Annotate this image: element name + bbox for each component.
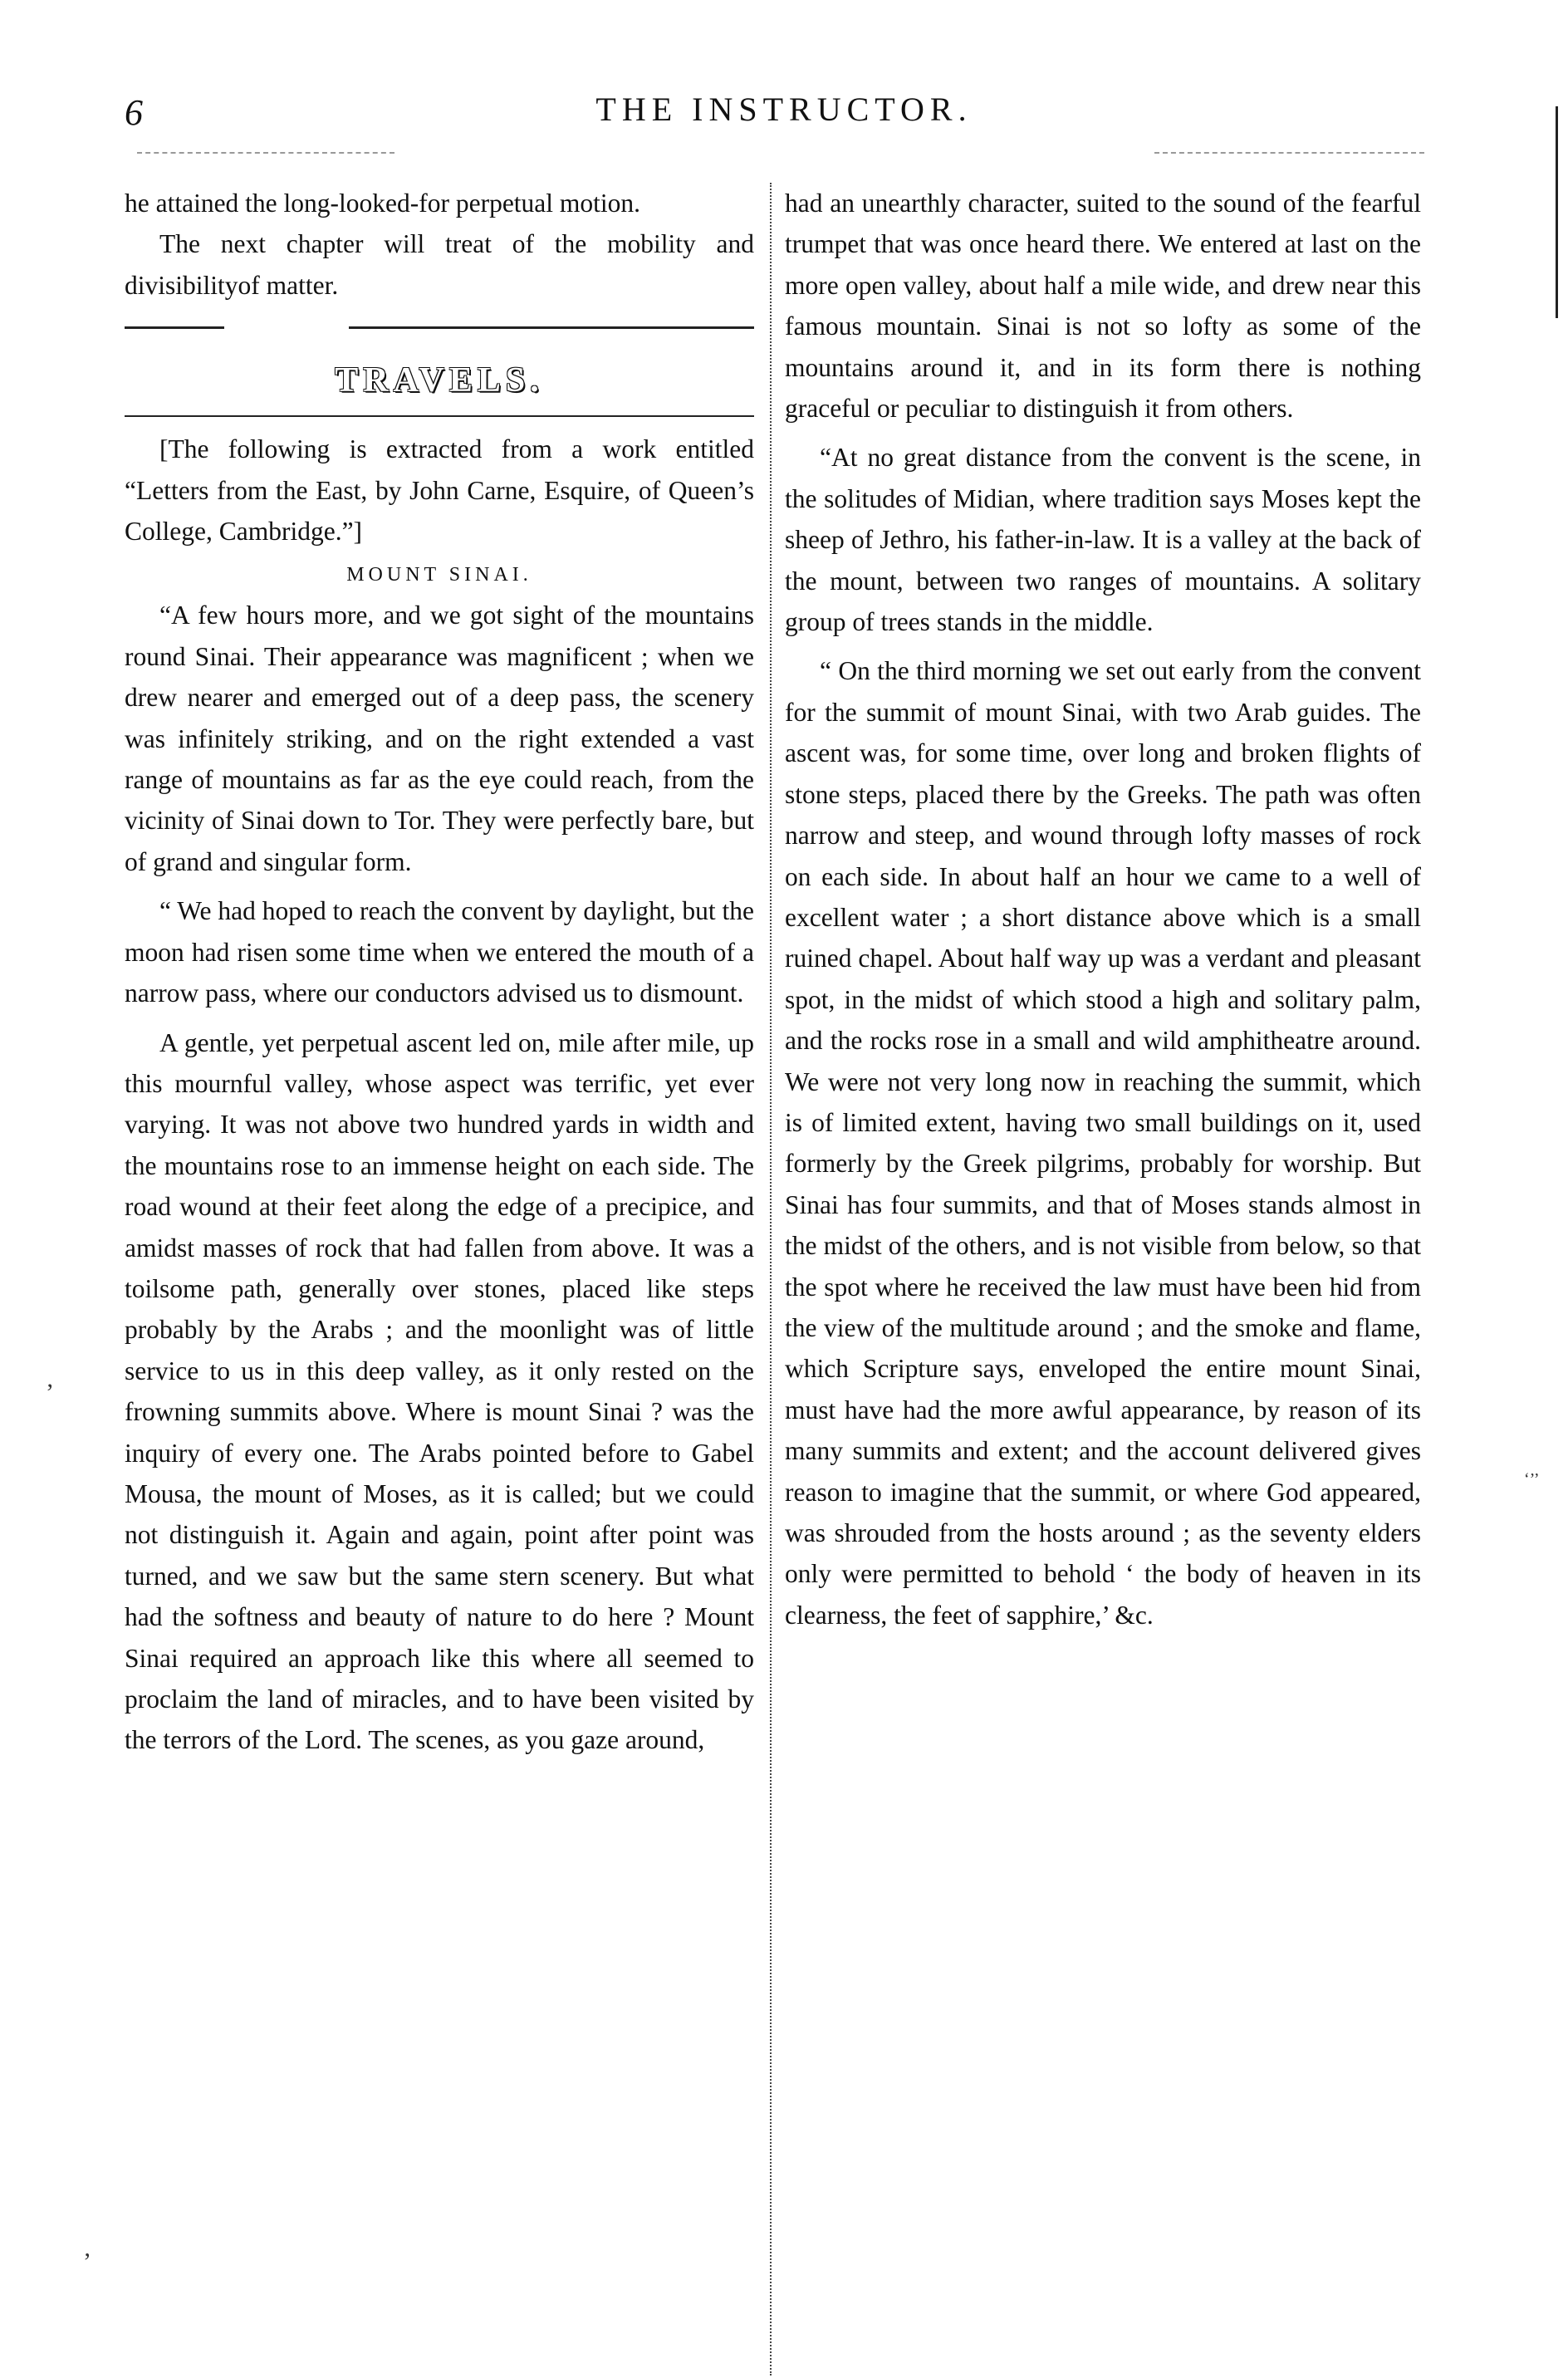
stray-mark: ‚ <box>83 2234 91 2262</box>
stray-mark: ’ <box>46 1379 54 1406</box>
rule-short <box>125 326 224 329</box>
intro-note: [The following is extracted from a work entitled “Letters from the East, by John Carne, Esquire, of Queen’s College, Cambridge.”] <box>125 434 754 547</box>
right-column <box>785 183 1421 1635</box>
paragraph: “At no great distance from the convent is the scene, in the solitudes of Midian, where tradition says Moses kept the sheep of Jethro, his father-in-law. It is a valley at the back of the mount, between two ranges of mountains. A solitary group of trees stands in the middle. <box>785 443 1421 637</box>
stray-mark: ‘’’ <box>1524 1470 1540 1488</box>
rule-long <box>349 326 754 329</box>
paragraph: “ On the third morning we set out early from the convent for the summit of mount Sinai, with two Arab guides. The ascent was, for some time, over long and broken flights of stone steps, placed there by the Greeks. The path was often narrow and steep, and wound through lofty masses of rock on each side. In about half an hour we came to a well of excellent water ; a short distance above which is a small ruined chapel. About half way up was a verdant and pleasant spot, in the midst of which stood a high and solitary palm, and the rocks rose in a small and wild amphitheatre around. We were not very long now in reaching the summit, which is of limited extent, having two small buildings on it, used formerly by the Greek pilgrims, probably for worship. But Sinai has four summits, and that of Moses stands almost in the midst of the others, and is not visible from below, so that the spot where he received the law must have been hid from the view of the multitude around ; and the smoke and flame, which Scripture says, enveloped the entire mount Sinai, must have had the more awful appearance, by reason of its many summits and extent; and the account delivered gives reason to imagine that the summit, or where God appeared, was shrouded from the hosts around ; as the seventy elders only were permitted to behold ‘ the body of heaven in its clearness, the feet of sapphire,’ &c. <box>785 656 1421 1630</box>
faint-marks-right <box>1154 152 1424 155</box>
page-number: 6 <box>125 92 143 133</box>
paragraph: A gentle, yet perpetual ascent led on, mile after mile, up this mournful valley, whose aspect was terrific, yet ever varying. It was not above two hundred yards in width and the mountains rose to an immense height on each side. The road wound at their feet along the edge of a precipice, and amidst masses of rock that had fallen from above. It was a toilsome path, generally over stones, placed like steps probably by the Arabs ; and the moonlight was of little service to us in this deep valley, as it only rested on the frowning summits above. Where is mount Sinai ? was the inquiry of every one. The Arabs pointed before to Gabel Mousa, the mount of Moses, as it is called; but we could not distinguish it. Again and again, point after point was turned, and we saw but the same stern scenery. But what had the softness and beauty of nature to do here ? Mount Sinai required an approach like this where all seemed to proclaim the land of miracles, and to have been visited by the terrors of the Lord. The scenes, as you gaze around, <box>125 1027 754 1755</box>
section-rule <box>125 415 754 417</box>
subheading: MOUNT SINAI. <box>346 564 532 586</box>
section-rule-pair <box>125 306 754 355</box>
scan-edge-line <box>1556 106 1558 318</box>
paragraph: The next chapter will treat of the mobility and divisibilityof matter. <box>125 229 754 300</box>
faint-marks-left <box>137 152 394 155</box>
left-column <box>125 183 754 1761</box>
paragraph: had an unearthly character, suited to the sound of the fearful trumpet that was once heard there. We entered at last on the more open valley, about half a mile wide, and drew near this famous mountain. Sinai is not so lofty as some of the mountains around it, and in its form there is nothing graceful or peculiar to distinguish it from others. <box>785 189 1421 424</box>
paragraph: he attained the long-looked-for perpetual motion. <box>125 189 641 218</box>
section-title: TRAVELS. <box>335 361 544 400</box>
paragraph: “A few hours more, and we got sight of the mountains round Sinai. Their appearance was magnificent ; when we drew nearer and emerged out of a deep pass, the scenery was infinitely striking, and on the right extended a vast range of mountains as far as the eye could reach, from the vicinity of Sinai down to Tor. They were perfectly bare, but of grand and singular form. <box>125 601 754 876</box>
paragraph: “ We had hoped to reach the convent by daylight, but the moon had risen some time when we entered the mouth of a narrow pass, where our conductors advised us to dismount. <box>125 896 754 1008</box>
column-divider <box>770 183 773 2376</box>
running-title: THE INSTRUCTOR. <box>595 91 973 128</box>
